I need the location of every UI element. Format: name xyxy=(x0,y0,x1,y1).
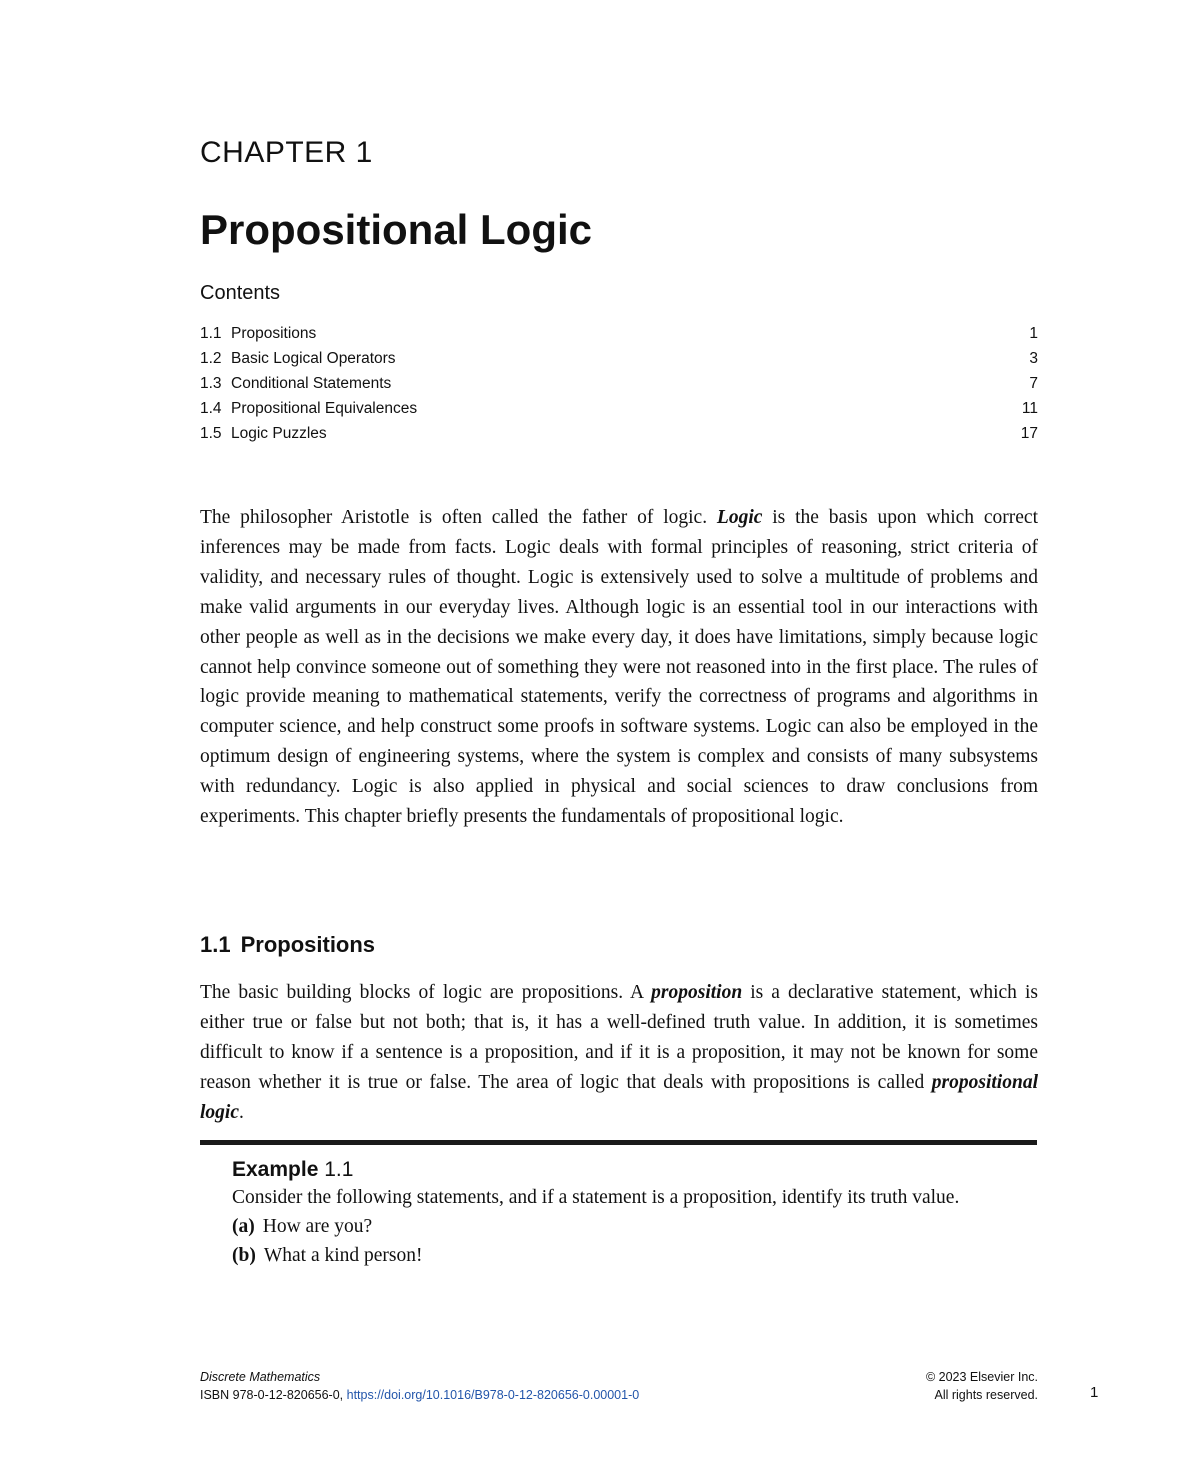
footer-rights: All rights reserved. xyxy=(934,1388,1038,1402)
logic-term: Logic xyxy=(716,507,763,528)
example-title xyxy=(232,1158,1022,1182)
intro-paragraph xyxy=(200,503,1038,832)
section-text-1: The basic building blocks of logic are propositions. A xyxy=(200,982,652,1003)
example-item-text: How are you? xyxy=(262,1216,373,1237)
example-box xyxy=(232,1158,1022,1270)
toc-item-label: Logic Puzzles xyxy=(231,425,327,442)
section-number: 1.1 xyxy=(200,932,231,957)
toc-item[interactable] xyxy=(200,396,1038,421)
toc-item-label: Conditional Statements xyxy=(231,375,392,392)
example-text: Consider the following statements, and if a statement is a proposition, identify its truth value. xyxy=(232,1187,960,1208)
footer-left xyxy=(200,1368,639,1404)
toc-item-label: Propositions xyxy=(231,325,317,342)
toc-item-page: 7 xyxy=(1029,375,1038,392)
propositional-logic-term: propositional logic xyxy=(200,1071,1038,1123)
toc-item-label: Basic Logical Operators xyxy=(231,350,396,367)
toc-item-page: 17 xyxy=(1020,425,1038,442)
table-of-contents xyxy=(200,321,1038,446)
example-divider xyxy=(200,1140,1037,1145)
footer-copyright: © 2023 Elsevier Inc. xyxy=(925,1370,1038,1384)
toc-item-number: 1.2 xyxy=(200,350,222,367)
toc-item-number: 1.5 xyxy=(200,425,222,442)
toc-item-label: Propositional Equivalences xyxy=(231,400,418,417)
example-item xyxy=(232,1212,1022,1241)
section-text-2: is a declarative statement, which is either true or false but not both; that is, it has a well-defined truth value. In addition, it is sometimes difficult to know if a sentence is a proposition, and if it is a proposition, it may not be known for some reason whether it is true or false. The area of logic that deals with propositions is called xyxy=(200,982,1038,1093)
chapter-title: Propositional Logic xyxy=(200,206,593,253)
toc-item[interactable] xyxy=(200,321,1038,346)
toc-item[interactable] xyxy=(200,346,1038,371)
contents-heading: Contents xyxy=(200,282,281,304)
example-item-label: (a) xyxy=(232,1216,255,1237)
section-paragraph xyxy=(200,978,1038,1128)
section-title: Propositions xyxy=(240,932,376,957)
proposition-term: proposition xyxy=(651,982,743,1003)
footer-isbn: ISBN 978-0-12-820656-0, xyxy=(200,1388,347,1402)
example-item-label: (b) xyxy=(232,1245,256,1266)
footer-isbn-line xyxy=(200,1386,639,1404)
toc-item-page: 3 xyxy=(1029,350,1038,367)
intro-text-rest: is the basis upon which correct inferences may be made from facts. Logic deals with formal principles of reasoning, strict criteria of validity, and necessary rules of thought. Logic is extensively used to solve a multitude of problems and make valid arguments in our everyday lives. Although logic is an essential tool in our interactions with other people as well as in the decisions we make every day, it does have limitations, simply because logic cannot help convince someone out of something they were not reasoned into in the first place. The rules of logic provide meaning to mathematical statements, verify the correctness of programs and algorithms in computer science, and help construct some proofs in software systems. Logic can also be employed in the optimum design of engineering systems, where the system is complex and consists of many subsystems with redundancy. Logic is also applied in physical and social sciences to draw conclusions from experiments. This chapter briefly presents the fundamentals of propositional logic. xyxy=(200,507,1038,828)
page-number: 1 xyxy=(1090,1384,1099,1401)
intro-text-start: The philosopher Aristotle is often called the father of logic. xyxy=(200,507,717,528)
chapter-label: CHAPTER 1 xyxy=(200,136,373,169)
footer-doi-link[interactable]: https://doi.org/10.1016/B978-0-12-820656-0.00001-0 xyxy=(346,1388,640,1402)
example-item-text: What a kind person! xyxy=(263,1245,423,1266)
toc-item-number: 1.1 xyxy=(200,325,222,342)
toc-item-page: 1 xyxy=(1029,325,1038,342)
section-heading xyxy=(200,932,375,958)
example-number: 1.1 xyxy=(324,1158,354,1181)
footer-book-title: Discrete Mathematics xyxy=(200,1370,321,1384)
toc-item[interactable] xyxy=(200,371,1038,396)
toc-item-number: 1.4 xyxy=(200,400,222,417)
example-word: Example xyxy=(232,1158,319,1181)
footer-right xyxy=(926,1368,1038,1404)
toc-item-number: 1.3 xyxy=(200,375,222,392)
example-item xyxy=(232,1241,1022,1270)
toc-item[interactable] xyxy=(200,421,1038,446)
section-text-3: . xyxy=(239,1101,244,1123)
toc-item-page: 11 xyxy=(1021,400,1038,417)
